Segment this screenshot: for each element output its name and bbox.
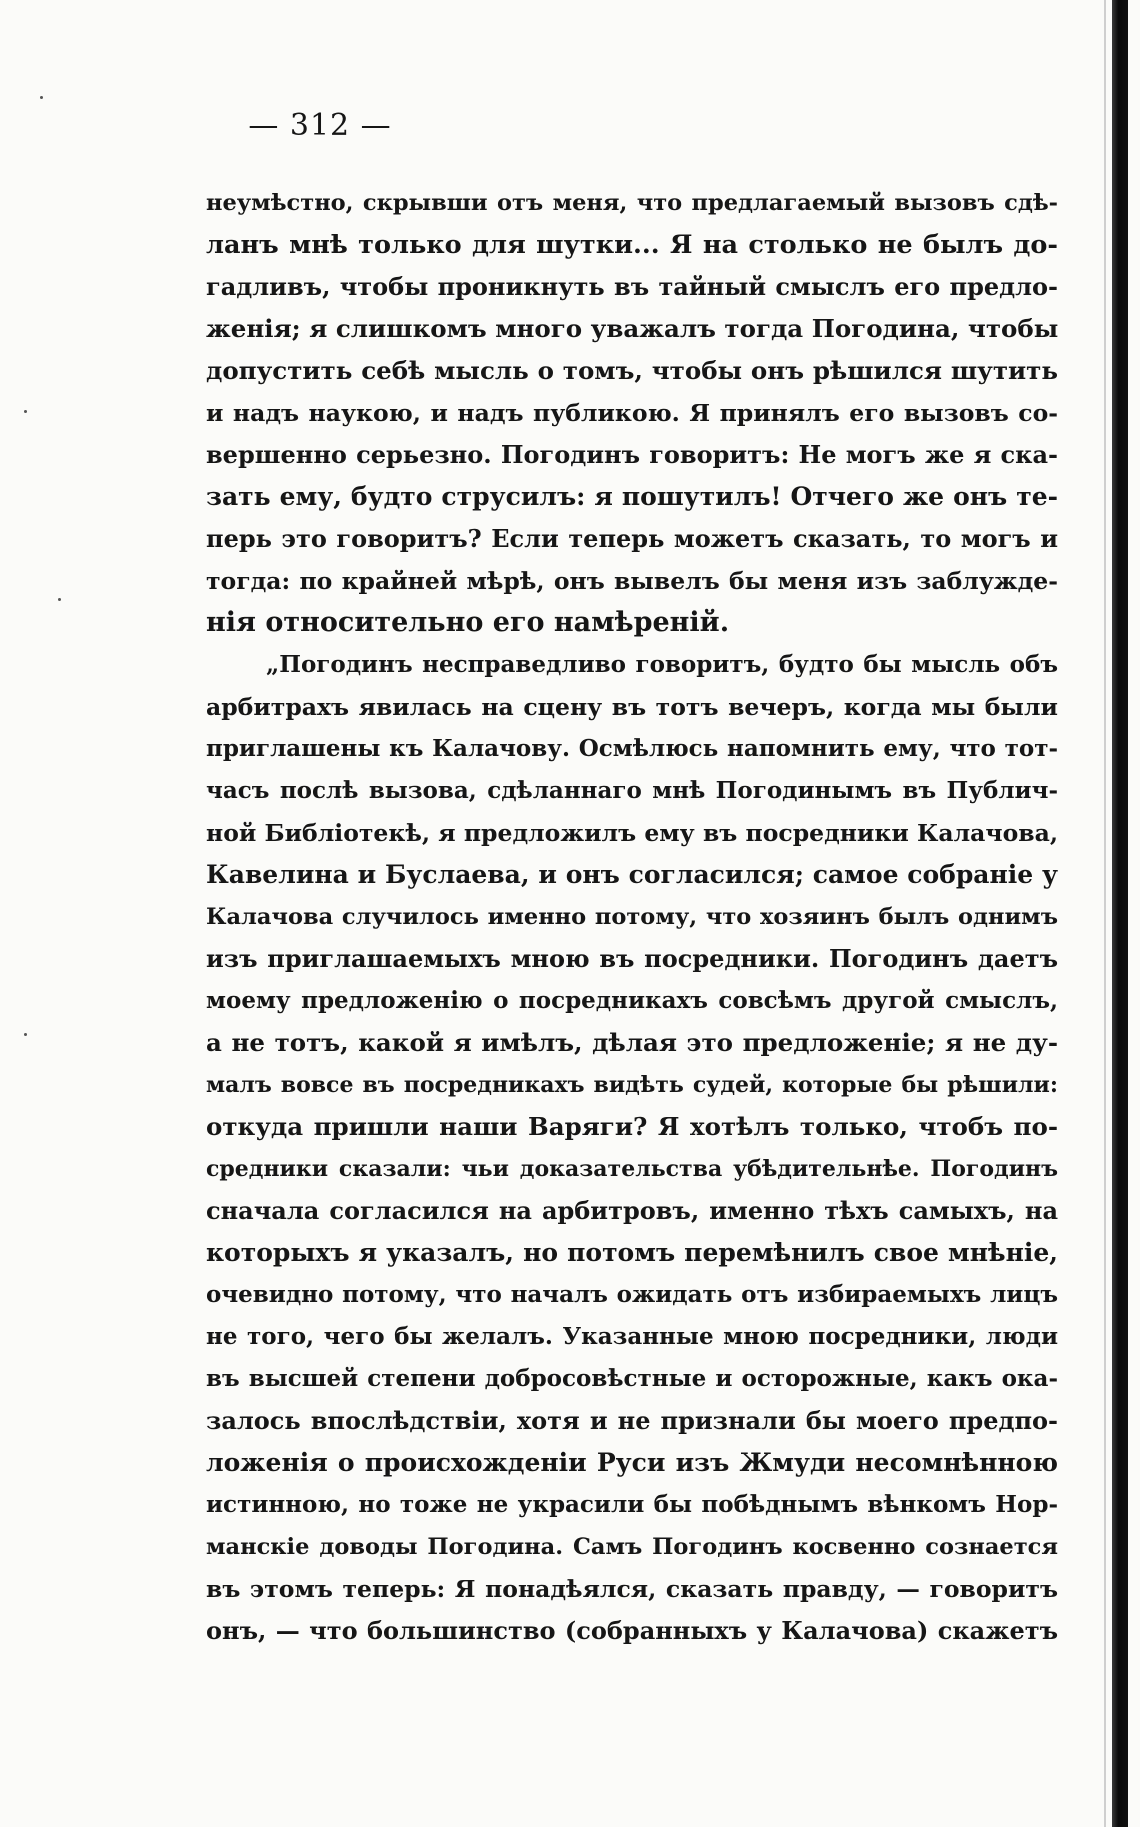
text-line: сначала согласился на арбитровъ, именно тѣхъ самыхъ, на [206,1196,1058,1225]
text-line: арбитрахъ явилась на сцену въ тотъ вечеръ, когда мы были [206,693,1058,721]
text-line: часъ послѣ вызова, сдѣланнаго мнѣ Погодинымъ въ Публич- [206,777,1058,804]
scan-speck [40,96,43,99]
text-line: и надъ наукою, и надъ публикою. Я принялъ его вызовъ со- [206,399,1058,427]
scan-speck [24,1033,27,1036]
text-line: истинною, но тоже не украсили бы побѣднымъ вѣнкомъ Нор- [206,1491,1058,1518]
text-line: Калачова случилось именно потому, что хозяинъ былъ однимъ [206,904,1058,930]
text-line: тогда: по крайней мѣрѣ, онъ вывелъ бы меня изъ заблужде- [206,567,1058,595]
text-line: приглашены къ Калачову. Осмѣлюсь напомнить ему, что тот- [206,735,1058,762]
text-line: откуда пришли наши Варяги? Я хотѣлъ только, чтобъ по- [206,1112,1058,1141]
scan-speck [58,598,61,601]
text-line: малъ вовсе въ посредникахъ видѣть судей, которые бы рѣшили: [206,1072,1058,1098]
text-line: манскіе доводы Погодина. Самъ Погодинъ косвенно сознается [206,1534,1058,1560]
text-line: изъ приглашаемыхъ мною въ посредники. Погодинъ даетъ [206,944,1058,973]
text-line: а не тотъ, какой я имѣлъ, дѣлая это предложеніе; я не ду- [206,1028,1058,1057]
text-line: залось впослѣдствіи, хотя и не признали бы моего предпо- [206,1406,1058,1435]
text-line: ной Библіотекѣ, я предложилъ ему въ посредники Калачова, [206,819,1058,847]
page-number: — 312 — [248,108,392,143]
text-line: зать ему, будто струсилъ: я пошутилъ! Отчего же онъ те- [206,482,1058,511]
text-line: вершенно серьезно. Погодинъ говоритъ: Не могъ же я ска- [206,440,1058,469]
text-line: допустить себѣ мысль о томъ, чтобы онъ рѣшился шутить [206,356,1058,385]
text-line: ланъ мнѣ только для шутки... Я на столько не былъ до- [206,230,1058,260]
text-line: которыхъ я указалъ, но потомъ перемѣнилъ свое мнѣніе, [206,1238,1058,1267]
text-line: онъ, — что большинство (собранныхъ у Калачова) скажетъ [206,1616,1058,1645]
text-line: очевидно потому, что началъ ожидать отъ избираемыхъ лицъ [206,1281,1058,1308]
text-line: Кавелина и Буслаева, и онъ согласился; самое собраніе у [206,860,1058,889]
text-line: гадливъ, чтобы проникнуть въ тайный смыслъ его предло- [206,272,1058,301]
text-line: женія; я слишкомъ много уважалъ тогда Погодина, чтобы [206,314,1059,343]
text-line: въ этомъ теперь: Я понадѣялся, сказать правду, — говоритъ [206,1575,1058,1603]
text-line: нія относительно его намѣреній. [206,607,730,638]
binding-edge [1112,0,1128,1827]
text-line: неумѣстно, скрывши отъ меня, что предлагаемый вызовъ сдѣ- [206,190,1058,216]
text-line: перь это говоритъ? Если теперь можетъ сказать, то могъ и [206,524,1058,553]
scan-speck [24,410,27,413]
text-line: ложенія о происхожденіи Руси изъ Жмуди несомнѣнною [206,1448,1058,1477]
text-line: моему предложенію о посредникахъ совсѣмъ другой смыслъ, [206,987,1058,1014]
text-line: средники сказали: чьи доказательства убѣдительнѣе. Погодинъ [206,1156,1058,1182]
page-gutter-line [1104,0,1106,1827]
text-line: „Погодинъ несправедливо говоритъ, будто бы мысль объ [266,651,1058,678]
body-text [206,182,1058,1652]
text-line: не того, чего бы желалъ. Указанные мною посредники, люди [206,1323,1058,1350]
text-line: въ высшей степени добросовѣстные и осторожные, какъ ока- [206,1365,1058,1392]
